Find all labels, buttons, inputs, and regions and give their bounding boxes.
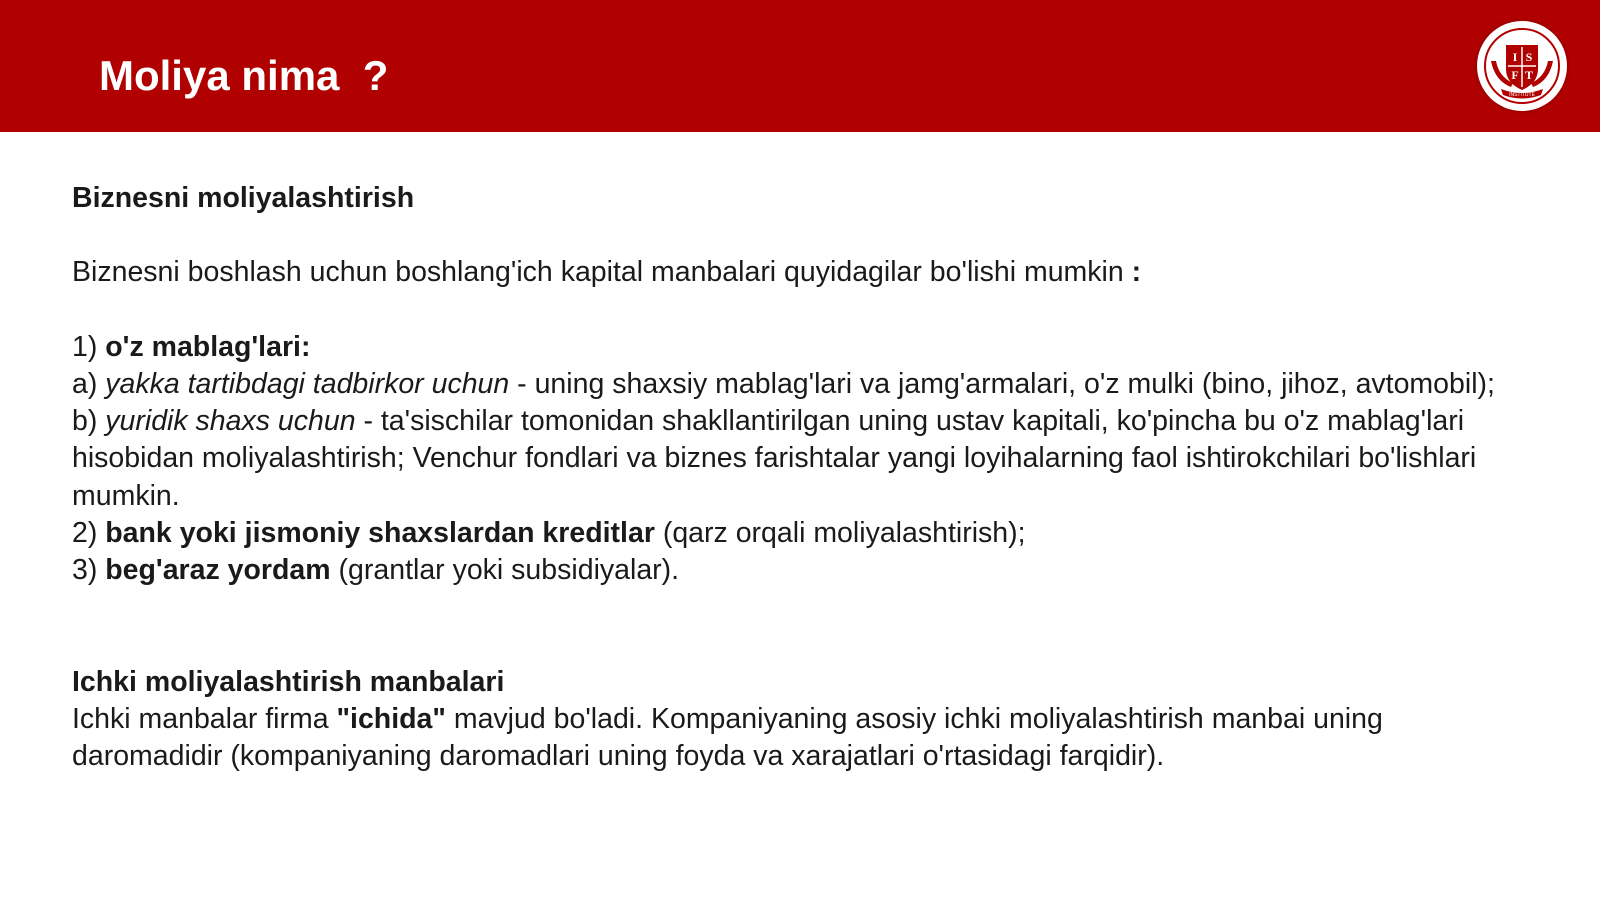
list-item-2-title: bank yoki jismoniy shaxslardan kreditlar <box>105 516 655 549</box>
internal-text-before: Ichki manbalar firma <box>72 702 337 735</box>
list-item-2 <box>72 515 1532 552</box>
intro-paragraph <box>72 254 1532 291</box>
list-item-3-title: beg'araz yordam <box>105 554 331 586</box>
list-item-1-number: 1) <box>72 330 106 363</box>
svg-text:T: T <box>1524 68 1534 82</box>
list-subitem-a <box>72 366 1532 403</box>
list-item-3-number: 3) <box>72 554 106 586</box>
subitem-b-text: - ta'sischilar tomonidan shakllantirilgan uning ustav kapitali, ko'pincha bu o'z mablag'lari hisobidan moliyalashtirish; Venchur fondlari va biznes farishtalar yangi loyihalarning faol ishtirokchilari bo'lishlari mumkin. <box>72 405 1477 512</box>
slide-title: Moliya nima ? <box>99 52 389 99</box>
slide-body <box>72 180 1532 775</box>
list-item-3-text: (grantlar yoki subsidiyalar). <box>330 554 680 586</box>
list-subitem-b <box>72 403 1532 515</box>
section-heading-financing: Biznesni moliyalashtirish <box>72 182 415 214</box>
intro-text: Biznesni boshlash uchun boshlang'ich kapital manbalari quyidagilar bo'lishi mumkin <box>72 256 1132 289</box>
internal-sources-paragraph <box>72 701 1532 775</box>
svg-text:INSTITUTE: INSTITUTE <box>1509 92 1535 98</box>
intro-colon: : <box>1131 256 1142 289</box>
subitem-a-italic: yakka tartibdagi tadbirkor uchun <box>105 367 510 400</box>
svg-text:S: S <box>1525 50 1533 64</box>
svg-text:F: F <box>1511 68 1519 82</box>
crest-icon <box>1477 21 1567 111</box>
list-item-1-title: o'z mablag'lari: <box>105 330 311 363</box>
section-heading-internal: Ichki moliyalashtirish manbalari <box>72 665 505 698</box>
list-item-1 <box>72 329 1532 366</box>
header-bar <box>0 0 1600 132</box>
svg-text:I: I <box>1512 50 1518 64</box>
list-item-2-text: (qarz orqali moliyalashtirish); <box>654 516 1026 549</box>
subitem-b-prefix: b) <box>72 405 106 438</box>
internal-text-bold: "ichida" <box>336 702 446 735</box>
internal-text-after: mavjud bo'ladi. Kompaniyaning asosiy ichki moliyalashtirish manbai uning daromadidir (kompaniyaning daromadlari uning foyda va xarajatlari o'rtasidagi farqidir). <box>72 702 1383 772</box>
subitem-b-italic: yuridik shaxs uchun <box>105 405 356 438</box>
list-item-2-number: 2) <box>72 516 106 549</box>
subitem-a-text: - uning shaxsiy mablag'lari va jamg'armalari, o'z mulki (bino, jihoz, avtomobil); <box>509 367 1495 400</box>
institute-crest-logo <box>1477 21 1567 111</box>
list-item-3 <box>72 552 1532 589</box>
subitem-a-prefix: a) <box>72 367 106 400</box>
